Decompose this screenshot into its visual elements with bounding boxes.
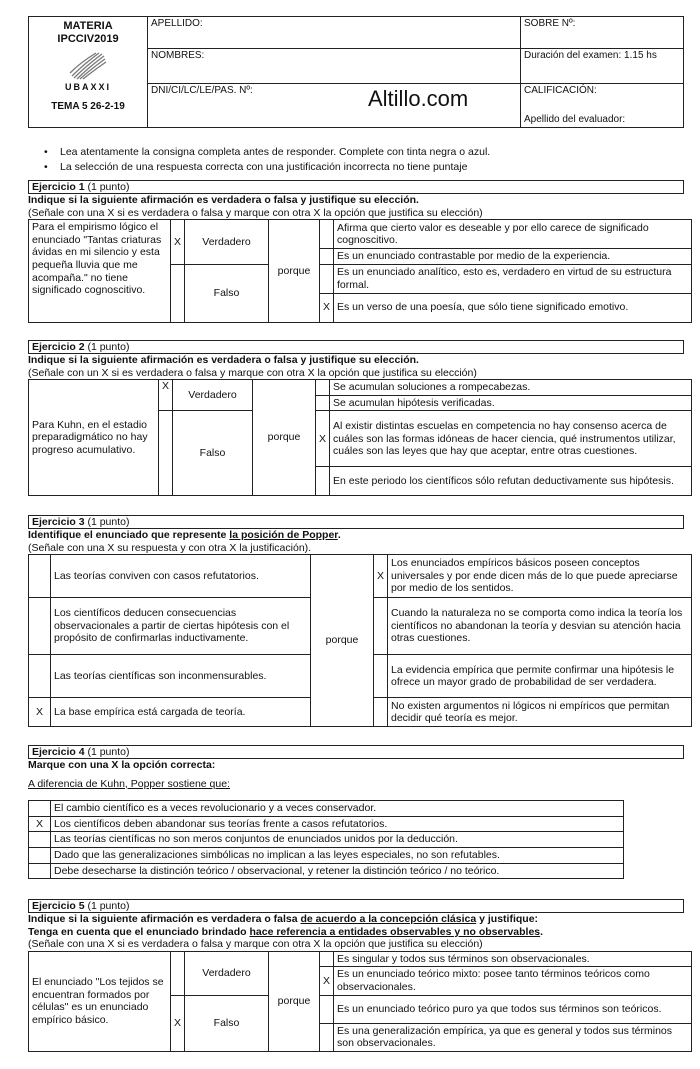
- option-text: Los científicos deben abandonar sus teorías frente a casos refutatorios.: [51, 816, 624, 832]
- porque-label: porque: [311, 555, 374, 727]
- exam-header: [28, 16, 684, 128]
- justification-text: Los enunciados empíricos básicos poseen conceptos universales y por ende dicen más de lo que puede apreciarse por medio de los sentidos.: [388, 555, 692, 598]
- justification-text: Cuando la naturaleza no se comporta como indica la teoría los científicos no abandonan la teoría y desvian su atención hacia otras cuestiones.: [388, 598, 692, 655]
- true-label: Verdadero: [185, 220, 269, 265]
- option-text: En este periodo los científicos sólo refutan deductivamente sus hipótesis.: [330, 467, 692, 496]
- option-checkbox[interactable]: [316, 395, 330, 411]
- option-text: La base empírica está cargada de teoría.: [51, 698, 311, 727]
- apellido-field[interactable]: APELLIDO:: [148, 17, 521, 49]
- uba-logo-icon: [68, 52, 108, 80]
- option-checkbox[interactable]: [320, 220, 334, 249]
- sobre-field[interactable]: SOBRE Nº:: [521, 17, 684, 49]
- option-text: Las teorías científicas son inconmensurables.: [51, 655, 311, 698]
- statement: El enunciado "Los tejidos se encuentran formados por células" es un enunciado empírico básico.: [29, 951, 171, 1051]
- exercise-subinstruction: (Señale con una X si es verdadera o falsa y marque con otra X la opción que justifica su elección): [28, 206, 483, 219]
- true-checkbox[interactable]: [171, 951, 185, 995]
- exercise-instruction: Indique si la siguiente afirmación es verdadera o falsa y justifique su elección.: [28, 194, 419, 206]
- exercise-2: [28, 340, 684, 496]
- exercise-instruction: Marque con una X la opción correcta:: [28, 759, 216, 771]
- exercise-subinstruction: (Señale con un X si es verdadera o falsa y marque con otra X la opción que justifica su elección): [28, 366, 477, 379]
- option-checkbox[interactable]: X: [320, 293, 334, 322]
- option-checkbox[interactable]: X: [320, 967, 334, 995]
- dni-label: DNI/CI/LC/LE/PAS. Nº:: [151, 84, 253, 96]
- grade-cell: [521, 83, 684, 127]
- exercise-instruction: Identifique el enunciado que represente la posición de Popper.: [28, 529, 341, 541]
- subject-label: MATERIA: [63, 20, 113, 32]
- option-checkbox[interactable]: [320, 264, 334, 293]
- option-checkbox[interactable]: [29, 598, 51, 655]
- watermark-text: Altillo.com: [368, 86, 469, 111]
- false-checkbox[interactable]: [171, 264, 185, 322]
- exercise-subinstruction: (Señale con una X si es verdadera o falsa y marque con otra X la opción que justifica su elección): [28, 938, 483, 951]
- porque-label: porque: [269, 951, 320, 1051]
- option-text: Las teorías científicas no son meros conjuntos de enunciados unidos por la deducción.: [51, 832, 624, 848]
- option-text: Es singular y todos sus términos son observacionales.: [334, 951, 692, 967]
- duration-label: Duración del examen: 1.15 hs: [521, 49, 684, 83]
- option-checkbox[interactable]: X: [29, 816, 51, 832]
- false-checkbox[interactable]: [159, 411, 173, 496]
- exercise-instruction-2: Tenga en cuenta que el enunciado brindado hace referencia a entidades observables y no observables.: [28, 925, 544, 938]
- option-checkbox[interactable]: [320, 995, 334, 1023]
- option-text: Es un enunciado teórico mixto: posee tanto términos teóricos como observacionales.: [334, 967, 692, 995]
- option-checkbox[interactable]: [29, 655, 51, 698]
- false-label: Falso: [185, 995, 269, 1051]
- porque-label: porque: [269, 220, 320, 323]
- porque-label: porque: [253, 380, 316, 496]
- subject-code: IPCCIV2019: [57, 33, 119, 46]
- exercise-3: [28, 515, 684, 727]
- true-label: Verdadero: [185, 951, 269, 995]
- false-label: Falso: [185, 264, 269, 322]
- option-text: Dado que las generalizaciones simbólicas no implican a las leyes especiales, no son refutables.: [51, 847, 624, 863]
- true-checkbox[interactable]: X: [171, 220, 185, 265]
- exercise-1: [28, 180, 684, 323]
- justification-checkbox[interactable]: [374, 655, 388, 698]
- option-checkbox[interactable]: [320, 249, 334, 265]
- exercise-title: Ejercicio 4 (1 punto): [28, 745, 684, 759]
- justification-checkbox[interactable]: [374, 598, 388, 655]
- justification-checkbox[interactable]: X: [374, 555, 388, 598]
- instruction-item: • La selección de una respuesta correcta con una justificación incorrecta no tiene puntaje: [44, 160, 468, 173]
- instructions-list: [44, 146, 491, 175]
- option-checkbox[interactable]: X: [29, 698, 51, 727]
- option-text: Es una generalización empírica, ya que es general y todos sus términos son observacionales.: [334, 1023, 692, 1051]
- justification-text: La evidencia empírica que permite confirmar una hipótesis le ofrece un mayor grado de probabilidad de ser verdadera.: [388, 655, 692, 698]
- option-checkbox[interactable]: [29, 832, 51, 848]
- instruction-item: • Lea atentamente la consigna completa antes de responder. Complete con tinta negra o azul.: [44, 146, 491, 158]
- option-text: Debe desecharse la distinción teórico / observacional, y retener la distinción teórico / no teórico.: [51, 863, 624, 879]
- exercise-title: Ejercicio 3 (1 punto): [28, 515, 684, 529]
- exam-theme: TEMA 5 26-2-19: [51, 101, 125, 113]
- exercise-subinstruction: (Señale con una X su respuesta y con otra X la justificación).: [28, 541, 312, 554]
- statement: Para el empirismo lógico el enunciado "Tantas criaturas ávidas en mi silencio y esta pequeña lluvia que me acompaña." no tiene significado cognoscitivo.: [29, 220, 171, 323]
- nombres-field[interactable]: NOMBRES:: [148, 49, 521, 83]
- option-text: Es un enunciado analítico, esto es, verdadero en virtud de su estructura formal.: [334, 264, 692, 293]
- option-checkbox[interactable]: [29, 555, 51, 598]
- org-label: UBAXXI: [64, 82, 111, 93]
- exercise-instruction: Indique si la siguiente afirmación es verdadera o falsa y justifique su elección.: [28, 354, 419, 366]
- option-checkbox[interactable]: [316, 467, 330, 496]
- false-label: Falso: [173, 411, 253, 496]
- option-text: Los científicos deducen consecuencias observacionales a partir de ciertas hipótesis con el propósito de confirmarlas inductivamente.: [51, 598, 311, 655]
- justification-checkbox[interactable]: [374, 698, 388, 727]
- option-checkbox[interactable]: [29, 863, 51, 879]
- option-text: Es un verso de una poesía, que sólo tiene significado emotivo.: [334, 293, 692, 322]
- option-text: Las teorías conviven con casos refutatorios.: [51, 555, 311, 598]
- option-checkbox[interactable]: [29, 847, 51, 863]
- option-checkbox[interactable]: [320, 1023, 334, 1051]
- option-checkbox[interactable]: [29, 801, 51, 817]
- option-text: Es un enunciado contrastable por medio de la experiencia.: [334, 249, 692, 265]
- option-text: Se acumulan soluciones a rompecabezas.: [330, 380, 692, 396]
- option-checkbox[interactable]: [316, 380, 330, 396]
- option-text: Al existir distintas escuelas en competencia no hay consenso acerca de cuáles son las formas idóneas de hacer ciencia, qué instrumentos utilizar, cuáles son las leyes que hay que aceptar, entre otras cuestiones.: [330, 411, 692, 467]
- option-text: Se acumulan hipótesis verificadas.: [330, 395, 692, 411]
- subject-cell: [29, 17, 148, 128]
- exercise-instruction: Indique si la siguiente afirmación es verdadera o falsa de acuerdo a la concepción clásica y justifique:: [28, 913, 539, 925]
- exercise-5: [28, 899, 684, 1052]
- evaluator-label: Apellido del evaluador:: [524, 114, 626, 125]
- true-checkbox[interactable]: X: [159, 380, 173, 411]
- option-checkbox[interactable]: [320, 951, 334, 967]
- option-text: Es un enunciado teórico puro ya que todos sus términos son teóricos.: [334, 995, 692, 1023]
- false-checkbox[interactable]: X: [171, 995, 185, 1051]
- exercise-title: Ejercicio 1 (1 punto): [28, 180, 684, 194]
- option-text: Afirma que cierto valor es deseable y por ello carece de significado cognoscitivo.: [334, 220, 692, 249]
- exercise-lead: A diferencia de Kuhn, Popper sostiene que:: [28, 777, 230, 790]
- exercise-4: [28, 745, 684, 879]
- option-text: El cambio científico es a veces revolucionario y a veces conservador.: [51, 801, 624, 817]
- statement: Para Kuhn, en el estadio preparadigmático no hay progreso acumulativo.: [29, 380, 159, 496]
- true-label: Verdadero: [173, 380, 253, 411]
- option-checkbox[interactable]: X: [316, 411, 330, 467]
- exercise-title: Ejercicio 2 (1 punto): [28, 340, 684, 354]
- grade-label: CALIFICACIÓN:: [524, 84, 597, 96]
- justification-text: No existen argumentos ni lógicos ni empíricos que permitan decidir qué teoría es mejor.: [388, 698, 692, 727]
- exercise-title: Ejercicio 5 (1 punto): [28, 899, 684, 913]
